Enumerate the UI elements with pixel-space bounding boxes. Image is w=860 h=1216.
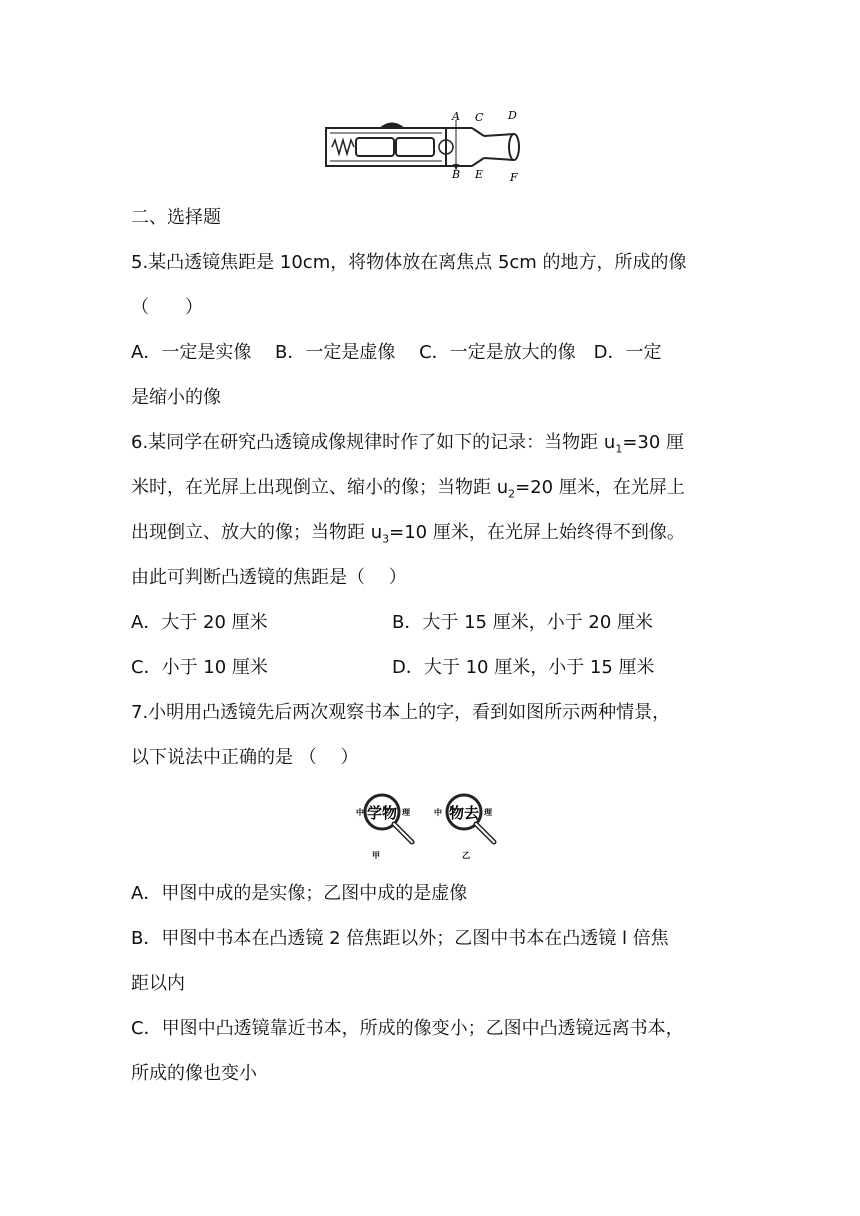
q6-option-b: B．大于 15 厘米，小于 20 厘米: [392, 612, 654, 633]
lens-apparatus-figure: [322, 106, 532, 186]
q7-option-a: A．甲图中成的是实像；乙图中成的是虚像: [131, 883, 468, 904]
right-side-char: 中: [434, 808, 442, 817]
magnifier-figure: [352, 786, 508, 862]
q6-option-a: A．大于 20 厘米: [131, 612, 268, 633]
left-lens-text: 学物: [367, 804, 398, 822]
label-f: F: [510, 171, 518, 184]
q6-stem-line4: 由此可判断凸透镜的焦距是（ ）: [131, 567, 407, 588]
label-c: C: [475, 111, 484, 124]
magnifier-right: [434, 795, 494, 860]
q5-stem-line2: （ ）: [131, 297, 203, 318]
q7-stem-line2: 以下说法中正确的是 （ ）: [131, 747, 359, 768]
q6-stem-line1: 6.某同学在研究凸透镜成像规律时作了如下的记录：当物距 $u_1=30$ 厘: [131, 432, 685, 456]
right-caption: 乙: [462, 851, 470, 860]
q7-option-c-line1: C．甲图中凸透镜靠近书本，所成的像变小；乙图中凸透镜远离书本，: [131, 1018, 684, 1039]
q7-option-c-line2: 所成的像也变小: [131, 1063, 257, 1084]
label-b: B: [452, 168, 461, 181]
q6-option-d: D．大于 10 厘米，小于 15 厘米: [392, 657, 655, 678]
left-end-char: 理: [402, 808, 410, 817]
q6-option-c: C．小于 10 厘米: [131, 657, 268, 678]
magnifier-left: [356, 795, 412, 860]
section-title: 二、选择题: [131, 207, 221, 228]
q6-stem-line2: 米时，在光屏上出现倒立、缩小的像；当物距 $u_2=20$ 厘米，在光屏上: [131, 477, 685, 501]
label-d: D: [508, 109, 517, 122]
q6-stem-line3: 出现倒立、放大的像；当物距 $u_3=10$ 厘米，在光屏上始终得不到像。: [131, 522, 685, 546]
right-end-char: 理: [484, 808, 492, 817]
right-lens-text: 物去: [449, 804, 480, 822]
q7-option-b-line1: B．甲图中书本在凸透镜 2 倍焦距以外；乙图中书本在凸透镜 l 倍焦: [131, 928, 669, 949]
q7-stem-line1: 7.小明用凸透镜先后两次观察书本上的字，看到如图所示两种情景，: [131, 702, 671, 723]
q5-stem-line1: 5.某凸透镜焦距是 10cm，将物体放在离焦点 5cm 的地方，所成的像: [131, 252, 687, 273]
left-caption: 甲: [372, 851, 380, 860]
label-e: E: [475, 168, 484, 181]
q7-option-b-line2: 距以内: [131, 973, 185, 994]
q5-options-line1: A．一定是实像 B．一定是虚像 C．一定是放大的像 D．一定: [131, 342, 662, 363]
label-a: A: [452, 110, 460, 123]
q5-options-line2: 是缩小的像: [131, 387, 221, 408]
left-side-char: 中: [356, 808, 364, 817]
